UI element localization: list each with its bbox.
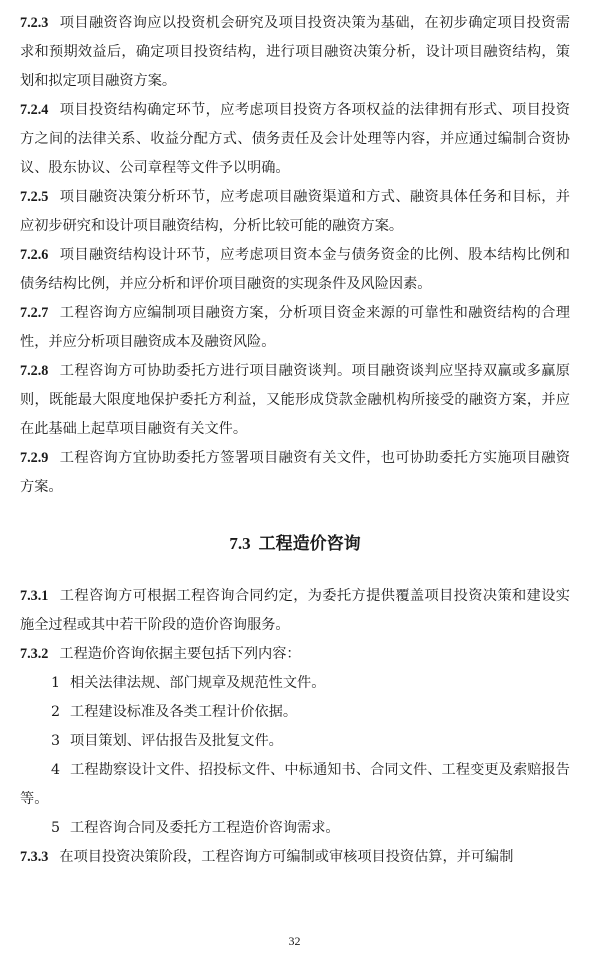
clause-7-2-5 bbox=[20, 183, 570, 241]
clause-7-2-6 bbox=[20, 241, 570, 299]
list-item bbox=[20, 727, 570, 756]
page-number: 32 bbox=[288, 934, 301, 948]
item-text: 工程咨询合同及委托方工程造价咨询需求。 bbox=[70, 820, 340, 836]
clause-text: 项目融资结构设计环节，应考虑项目资本金与债务资金的比例、股本结构比例和债务结构比例，并应分析和评价项目融资的实现条件及风险因素。 bbox=[20, 247, 570, 292]
clause-number: 7.2.7 bbox=[20, 305, 49, 321]
list-item bbox=[20, 756, 570, 814]
list-item bbox=[20, 669, 570, 698]
clause-number: 7.2.4 bbox=[20, 102, 49, 118]
clause-text: 在项目投资决策阶段，工程咨询方可编制或审核项目投资估算，并可编制 bbox=[59, 849, 514, 865]
clause-text: 工程咨询方应编制项目融资方案，分析项目资金来源的可靠性和融资结构的合理性，并应分析项目融资成本及融资风险。 bbox=[20, 305, 570, 350]
clause-7-2-9 bbox=[20, 444, 570, 502]
item-text: 相关法律法规、部门规章及规范性文件。 bbox=[70, 675, 326, 691]
clause-number: 7.3.1 bbox=[20, 588, 49, 604]
item-number: 5 bbox=[51, 820, 61, 836]
clause-number: 7.2.3 bbox=[20, 15, 49, 31]
clause-text: 工程咨询方可根据工程咨询合同约定，为委托方提供覆盖项目投资决策和建设实施全过程或其中若干阶段的造价咨询服务。 bbox=[20, 588, 570, 633]
clause-7-2-7 bbox=[20, 299, 570, 357]
clause-7-2-4 bbox=[20, 96, 570, 183]
clause-7-2-3 bbox=[20, 9, 570, 96]
list-item bbox=[20, 698, 570, 727]
item-number: 3 bbox=[51, 733, 61, 749]
clause-text: 工程咨询方宜协助委托方签署项目融资有关文件，也可协助委托方实施项目融资方案。 bbox=[20, 450, 570, 495]
clause-text: 工程造价咨询依据主要包括下列内容： bbox=[59, 646, 301, 662]
section-title: 工程造价咨询 bbox=[258, 534, 361, 554]
clause-7-2-8 bbox=[20, 357, 570, 444]
clause-text: 项目融资决策分析环节，应考虑项目融资渠道和方式、融资具体任务和目标，并应初步研究和设计项目融资结构，分析比较可能的融资方案。 bbox=[20, 189, 570, 234]
clause-number: 7.3.2 bbox=[20, 646, 49, 662]
clause-text: 工程咨询方可协助委托方进行项目融资谈判。项目融资谈判应坚持双赢或多赢原则，既能最大限度地保护委托方利益，又能形成贷款金融机构所接受的融资方案，并应在此基础上起草项目融资有关文件。 bbox=[20, 363, 570, 437]
section-number: 7.3 bbox=[229, 534, 251, 553]
item-text: 工程建设标准及各类工程计价依据。 bbox=[70, 704, 298, 720]
clause-text: 项目融资咨询应以投资机会研究及项目投资决策为基础，在初步确定项目投资需求和预期效益后，确定项目投资结构，进行项目融资决策分析，设计项目融资结构，策划和拟定项目融资方案。 bbox=[20, 15, 570, 89]
clause-7-3-1 bbox=[20, 582, 570, 640]
item-number: 4 bbox=[51, 762, 61, 778]
item-text: 工程勘察设计文件、招投标文件、中标通知书、合同文件、工程变更及索赔报告等。 bbox=[20, 762, 570, 807]
clause-number: 7.2.9 bbox=[20, 450, 49, 466]
section-heading bbox=[20, 524, 570, 564]
clause-number: 7.2.5 bbox=[20, 189, 49, 205]
item-number: 2 bbox=[51, 704, 61, 720]
list-item bbox=[20, 814, 570, 843]
clause-number: 7.2.6 bbox=[20, 247, 49, 263]
clause-number: 7.2.8 bbox=[20, 363, 49, 379]
item-number: 1 bbox=[51, 675, 61, 691]
clause-number: 7.3.3 bbox=[20, 849, 49, 865]
item-text: 项目策划、评估报告及批复文件。 bbox=[70, 733, 283, 749]
clause-text: 项目投资结构确定环节，应考虑项目投资方各项权益的法律拥有形式、项目投资方之间的法律关系、收益分配方式、债务责任及会计处理等内容，并应通过编制合资协议、股东协议、公司章程等文件予以明确。 bbox=[20, 102, 570, 176]
clause-7-3-3 bbox=[20, 843, 570, 872]
clause-7-3-2 bbox=[20, 640, 570, 669]
